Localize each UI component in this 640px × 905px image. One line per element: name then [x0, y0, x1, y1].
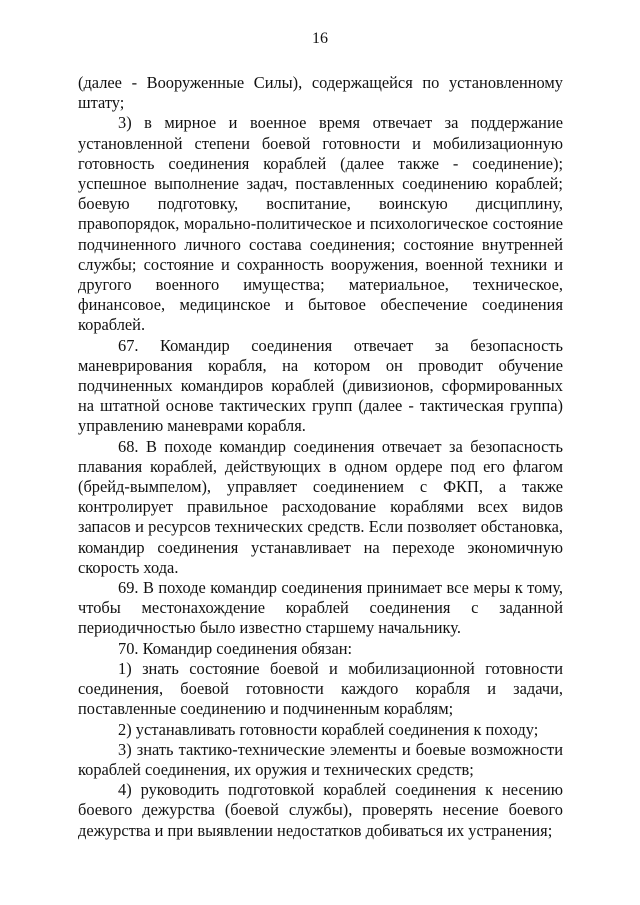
page-number: 16 [312, 30, 328, 47]
paragraph-70-item-3: 3) знать тактико-технические элементы и боевые возможности кораблей соединения, их оружия и технических средств; [78, 739, 563, 779]
paragraph-70-item-4: 4) руководить подготовкой кораблей соединения к несению боевого дежурства (боевой службы), проверять несение боевого дежурства и при выявлении недостатков добиваться их устранения; [78, 780, 563, 840]
paragraph-item-3: 3) в мирное и военное время отвечает за поддержание установленной степени боевой готовности и мобилизационную готовность соединения кораблей (далее также - соединение); успешное выполнение задач, поставленных соединению кораблей; боевую подготовку, воспитание, воинскую дисциплину, правопорядок, морально-политическое и психологическое состояние подчиненного личного состава соединения; состояние внутренней службы; состояние и сохранность вооружения, военной техники и другого военного имущества; материальное, техническое, финансовое, медицинское и бытовое обеспечение соединения кораблей. [78, 113, 563, 335]
document-body [78, 73, 563, 841]
paragraph-67: 67. Командир соединения отвечает за безопасность маневрирования корабля, на котором он проводит обучение подчиненных командиров кораблей (дивизионов, сформированных на штатной основе тактических групп (далее - тактическая группа) управлению маневрами корабля. [78, 335, 563, 436]
paragraph-70-item-2: 2) устанавливать готовности кораблей соединения к походу; [118, 719, 539, 739]
paragraph-69: 69. В походе командир соединения принимает все меры к тому, чтобы местонахождение кораблей соединения с заданной периодичностью было известно старшему начальнику. [78, 578, 563, 638]
paragraph-continuation: (далее - Вооруженные Силы), содержащейся по установленному штату; [78, 73, 563, 113]
paragraph-68: 68. В походе командир соединения отвечает за безопасность плавания кораблей, действующих в одном ордере под его флагом (брейд-вымпелом), управляет соединением с ФКП, а также контролирует правильное расходование кораблями всех видов запасов и ресурсов технических средств. Если позволяет обстановка, командир соединения устанавливает на переходе экономичную скорость хода. [78, 436, 563, 577]
paragraph-70: 70. Командир соединения обязан: [118, 638, 353, 658]
paragraph-70-item-1: 1) знать состояние боевой и мобилизационной готовности соединения, боевой готовности каждого корабля и задачи, поставленные соединению и подчиненным кораблям; [78, 658, 563, 719]
